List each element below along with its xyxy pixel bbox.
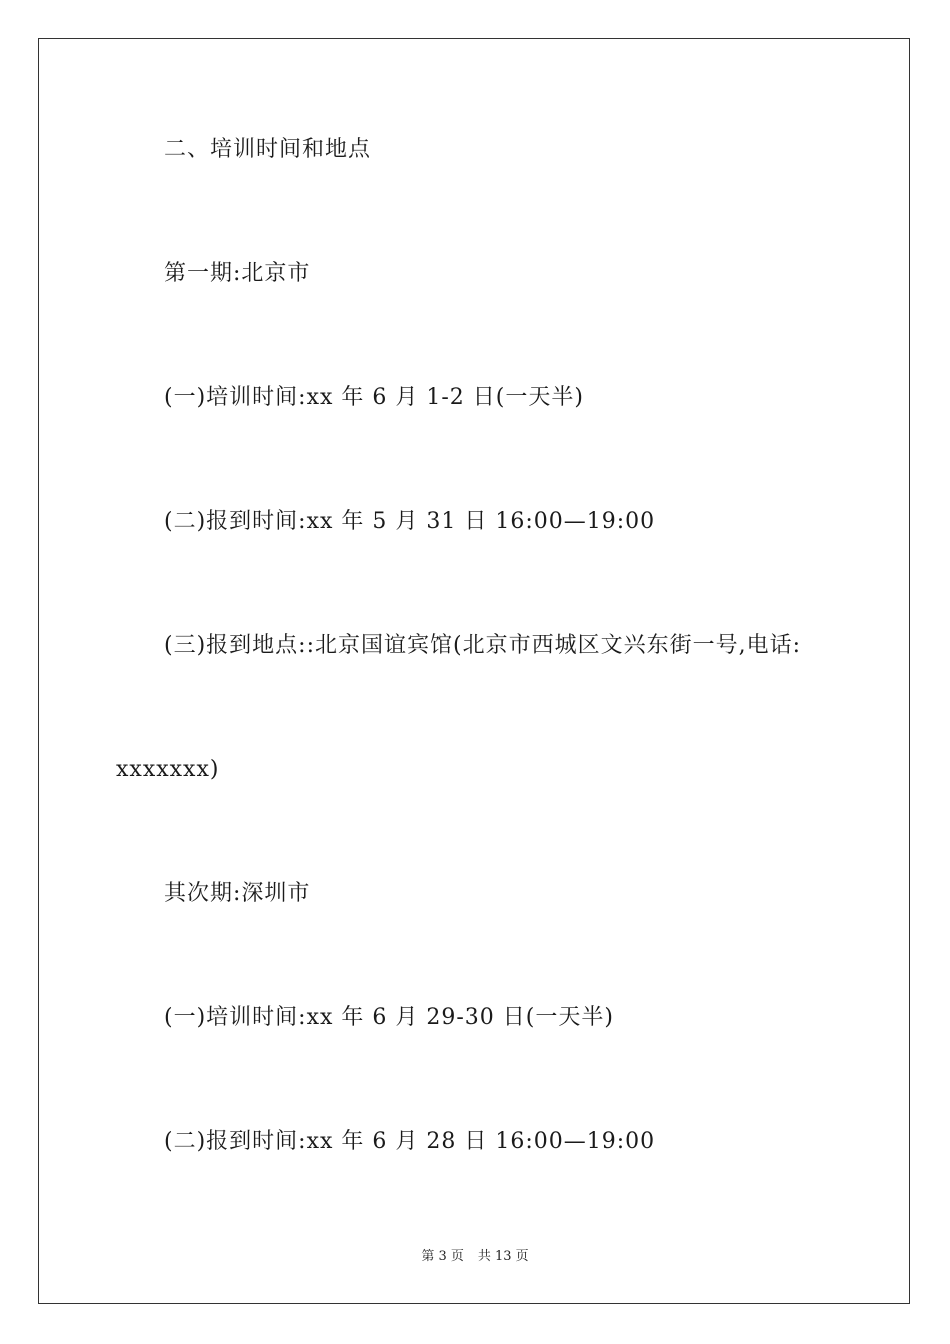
page-number: 第 3 页: [421, 1249, 464, 1264]
section-heading: 二、培训时间和地点: [164, 137, 372, 162]
period-two-training-time: (一)培训时间:xx 年 6 月 29-30 日(一天半): [164, 1005, 614, 1030]
period-two-checkin-time: (二)报到时间:xx 年 6 月 28 日 16:00—19:00: [164, 1129, 656, 1154]
period-one-checkin-time: (二)报到时间:xx 年 5 月 31 日 16:00—19:00: [164, 509, 656, 534]
period-one-heading: 第一期:北京市: [164, 261, 311, 286]
period-one-training-time: (一)培训时间:xx 年 6 月 1-2 日(一天半): [164, 385, 584, 410]
page-total: 共 13 页: [477, 1249, 529, 1264]
period-one-phone-continuation: xxxxxxx): [116, 757, 220, 782]
period-one-checkin-location: (三)报到地点::北京国谊宾馆(北京市西城区文兴东街一号,电话:: [164, 633, 801, 658]
page-footer: [0, 1248, 950, 1266]
period-two-heading: 其次期:深圳市: [164, 881, 311, 906]
page-frame: [38, 38, 910, 1304]
